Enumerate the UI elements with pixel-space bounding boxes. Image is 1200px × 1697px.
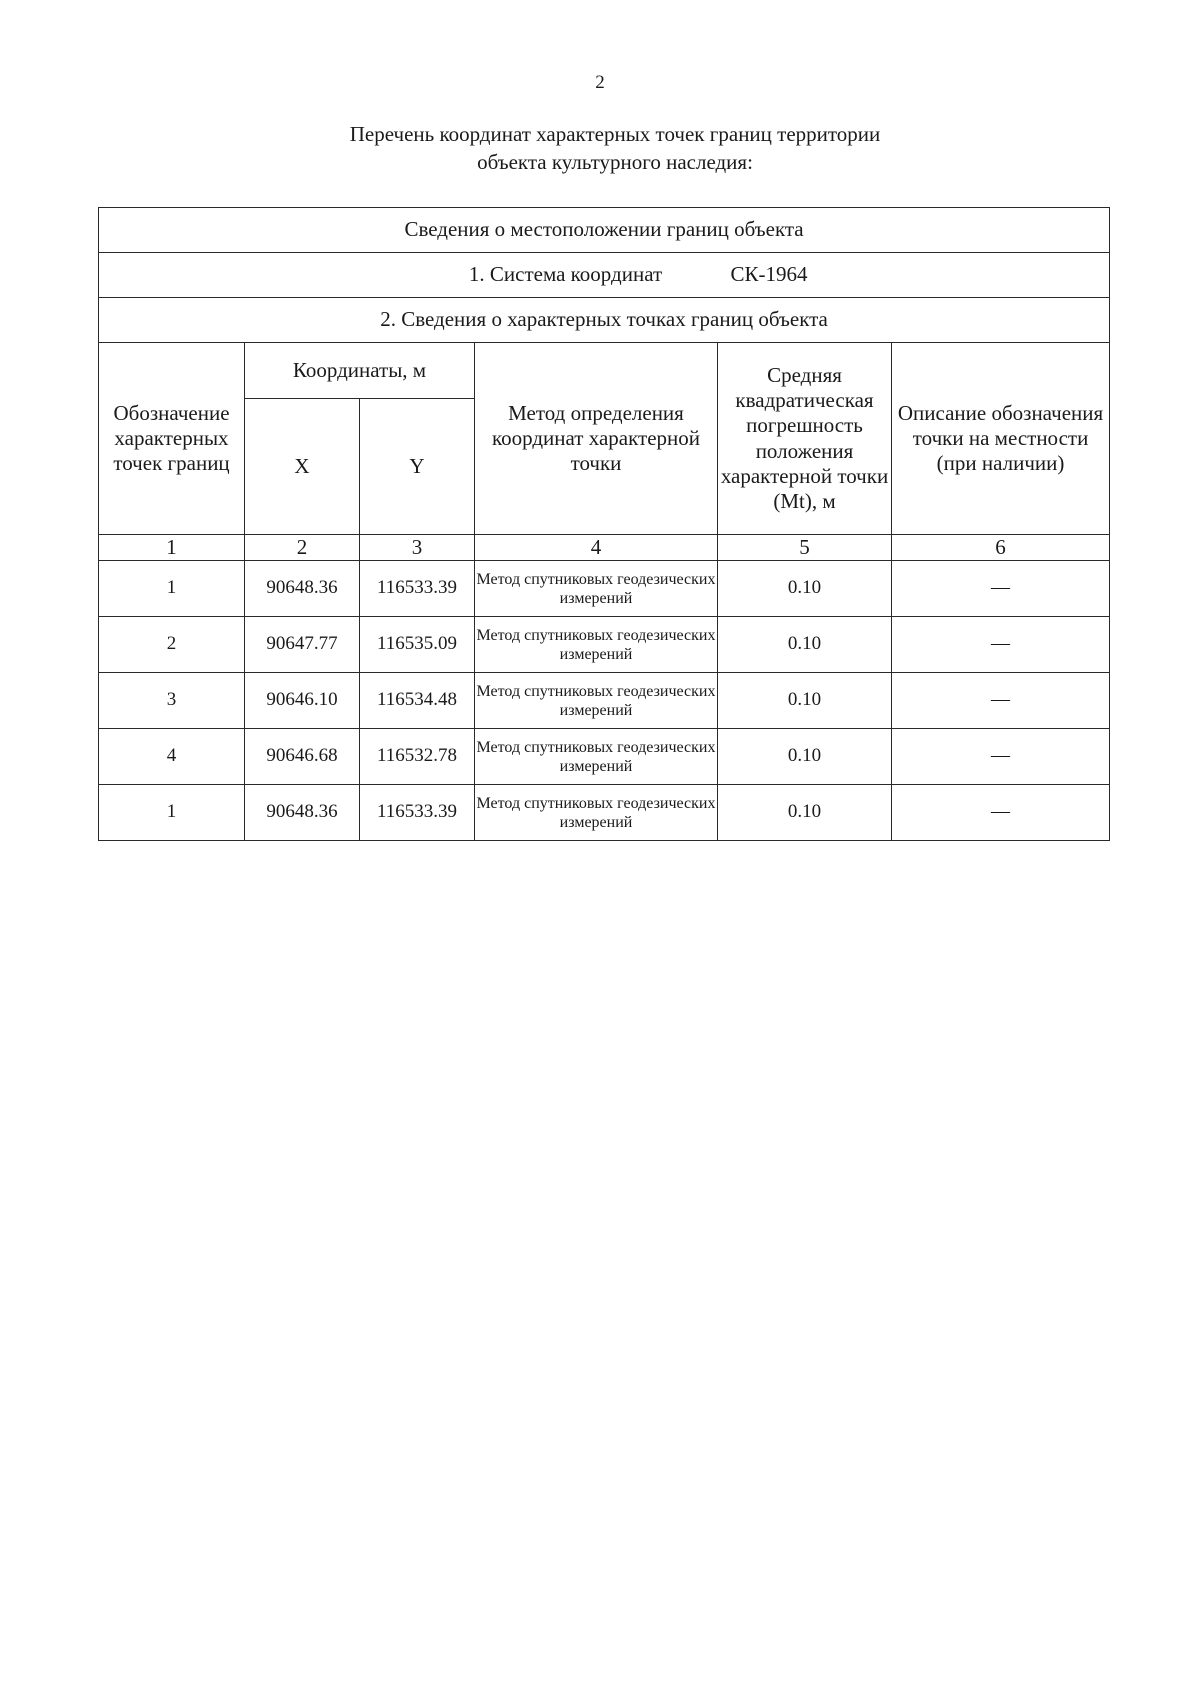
column-number: 6	[892, 535, 1110, 561]
cell-point: 4	[99, 729, 245, 785]
cell-point: 1	[99, 785, 245, 841]
cell-method: Метод спутниковых геодезических измерений	[475, 561, 718, 617]
cell-y: 116533.39	[360, 785, 475, 841]
cell-point: 2	[99, 617, 245, 673]
cell-point: 3	[99, 673, 245, 729]
cell-x: 90646.68	[245, 729, 360, 785]
cell-method: Метод спутниковых геодезических измерений	[475, 673, 718, 729]
cell-method: Метод спутниковых геодезических измерений	[475, 729, 718, 785]
table-row	[99, 785, 1110, 841]
table-header-info: Сведения о местоположении границ объекта	[99, 208, 1110, 253]
col-header-coordinates: Координаты, м	[245, 343, 475, 399]
cell-y: 116535.09	[360, 617, 475, 673]
cell-x: 90647.77	[245, 617, 360, 673]
cell-error: 0.10	[718, 673, 892, 729]
cell-x: 90648.36	[245, 785, 360, 841]
col-header-description: Описание обозначения точки на местности (при наличии)	[892, 343, 1110, 535]
col-header-y: Y	[360, 399, 475, 535]
cell-description: —	[892, 673, 1110, 729]
table-row	[99, 617, 1110, 673]
cell-description: —	[892, 785, 1110, 841]
cell-x: 90648.36	[245, 561, 360, 617]
cell-method: Метод спутниковых геодезических измерений	[475, 617, 718, 673]
points-section-label: 2. Сведения о характерных точках границ объекта	[99, 298, 1110, 343]
coordinates-table	[98, 207, 1110, 841]
table-row	[99, 561, 1110, 617]
cell-y: 116533.39	[360, 561, 475, 617]
cell-error: 0.10	[718, 729, 892, 785]
coordinate-system-label: 1. Система координат	[468, 262, 663, 287]
cell-x: 90646.10	[245, 673, 360, 729]
cell-error: 0.10	[718, 617, 892, 673]
coordinate-system-value: СК-1964	[730, 262, 808, 287]
cell-method: Метод спутниковых геодезических измерений	[475, 785, 718, 841]
column-number: 2	[245, 535, 360, 561]
cell-y: 116532.78	[360, 729, 475, 785]
cell-error: 0.10	[718, 785, 892, 841]
cell-description: —	[892, 729, 1110, 785]
table-row	[99, 729, 1110, 785]
column-number-row	[99, 535, 1110, 561]
cell-description: —	[892, 617, 1110, 673]
document-title-line-1: Перечень координат характерных точек границ территории	[349, 122, 881, 146]
page-number: 2	[595, 72, 605, 93]
col-header-method: Метод определения координат характерной точки	[475, 343, 718, 535]
column-number: 3	[360, 535, 475, 561]
cell-y: 116534.48	[360, 673, 475, 729]
column-number: 4	[475, 535, 718, 561]
document-title	[0, 120, 1200, 176]
column-number: 1	[99, 535, 245, 561]
cell-description: —	[892, 561, 1110, 617]
col-header-x: X	[245, 399, 360, 535]
cell-error: 0.10	[718, 561, 892, 617]
col-header-error: Средняя квадратическая погрешность положения характерной точки (Mt), м	[718, 343, 892, 535]
cell-point: 1	[99, 561, 245, 617]
coordinate-system-row	[99, 253, 1110, 298]
table-row	[99, 673, 1110, 729]
column-number: 5	[718, 535, 892, 561]
document-title-line-2: объекта культурного наследия:	[477, 150, 753, 174]
col-header-designation: Обозначение характерных точек границ	[99, 343, 245, 535]
